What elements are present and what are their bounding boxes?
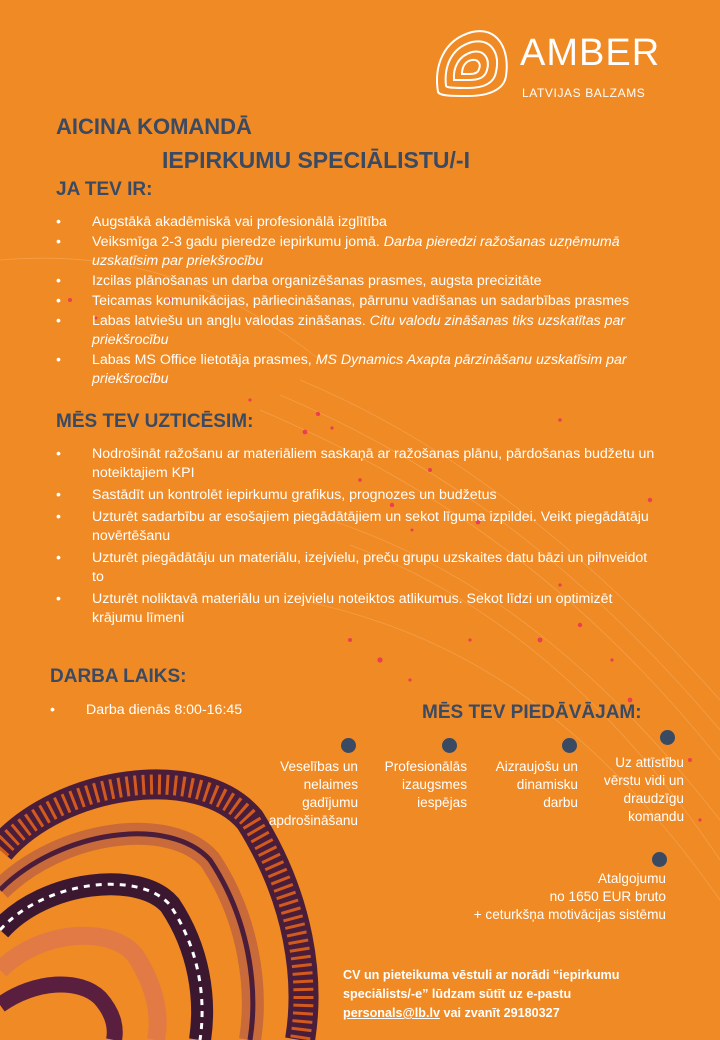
benefit-dot-icon — [562, 738, 577, 753]
hours-heading: DARBA LAIKS: — [50, 666, 187, 687]
amber-logo-icon — [432, 28, 512, 100]
list-item: • Teicamas komunikācijas, pārliecināšanas, pārrunu vadīšanas un sadarbības prasmes — [56, 292, 686, 311]
duties-heading: MĒS TEV UZTICĒSIM: — [56, 411, 254, 432]
brand-subtitle: LATVIJAS BALZAMS — [522, 86, 646, 100]
benefit-dot-icon — [660, 730, 675, 745]
list-item: • Uzturēt piegādātāju un materiālu, izejvielu, preču grupu uzskaites datu bāzi un pilnveidot to — [56, 549, 656, 587]
position-title: IEPIRKUMU SPECIĀLISTU/-I — [162, 147, 470, 173]
brand-name: AMBER — [520, 32, 661, 74]
benefit-growth: Profesionālās izaugsmes iespējas — [384, 759, 467, 810]
benefit-dot-icon — [442, 738, 457, 753]
list-item: • Sastādīt un kontrolēt iepirkumu grafikus, prognozes un budžetus — [56, 486, 656, 505]
offer-heading: MĒS TEV PIEDĀVĀJAM: — [422, 702, 642, 723]
list-item: • Labas MS Office lietotāja prasmes, MS Dynamics Axapta pārzināšanu uzskatīsim par priekšrocību — [56, 351, 686, 389]
contact-line: personals@lb.lv vai zvanīt 29180327 — [343, 1006, 560, 1020]
benefit-dot-icon — [341, 738, 356, 753]
page-title: AICINA KOMANDĀ — [56, 114, 252, 139]
benefit-salary: Atalgojumu no 1650 EUR bruto + ceturkšņa motivācijas sistēmu — [473, 871, 666, 922]
contact-line: CV un pieteikuma vēstuli ar norādi “iepirkumu — [343, 968, 620, 982]
list-item: • Darba dienās 8:00-16:45 — [50, 701, 370, 720]
benefit-team: Uz attīstību vērstu vidi un draudzīgu komandu — [603, 755, 684, 824]
list-item: • Veiksmīga 2-3 gadu pieredze iepirkumu jomā. Darba pieredzi ražošanas uzņēmumā uzskatīsim par priekšrocību — [56, 233, 686, 271]
contact-line: speciālists/-e” lūdzam sūtīt uz e-pastu — [343, 987, 572, 1001]
requirements-heading: JA TEV IR: — [56, 179, 153, 200]
requirements-list — [56, 213, 686, 390]
list-item: • Augstākā akadēmiskā vai profesionālā izglītība — [56, 213, 686, 232]
list-item: • Uzturēt sadarbību ar esošajiem piegādātājiem un sekot līguma izpildei. Veikt piegādātāju novērtēšanu — [56, 508, 656, 546]
benefit-work: Aizraujošu un dinamisku darbu — [495, 759, 578, 810]
benefit-dot-icon — [652, 852, 667, 867]
list-item: • Nodrošināt ražošanu ar materiāliem saskaņā ar ražošanas plānu, pārdošanas budžetu un noteiktajiem KPI — [56, 445, 656, 483]
benefit-insurance: Veselības un nelaimes gadījumu apdrošināšanu — [268, 759, 358, 828]
duties-list — [56, 445, 656, 631]
hours-list — [50, 701, 370, 720]
list-item: • Uzturēt noliktavā materiālu un izejvielu noteiktos atlikumus. Sekot līdzi un optimizēt krājumu līmeni — [56, 590, 656, 628]
contact-info — [343, 966, 683, 1023]
list-item: • Labas latviešu un angļu valodas zināšanas. Citu valodu zināšanas tiks uzskatītas par priekšrocību — [56, 312, 686, 350]
list-item: • Izcilas plānošanas un darba organizēšanas prasmes, augsta precizitāte — [56, 272, 686, 291]
email-link[interactable]: personals@lb.lv — [343, 1006, 440, 1020]
